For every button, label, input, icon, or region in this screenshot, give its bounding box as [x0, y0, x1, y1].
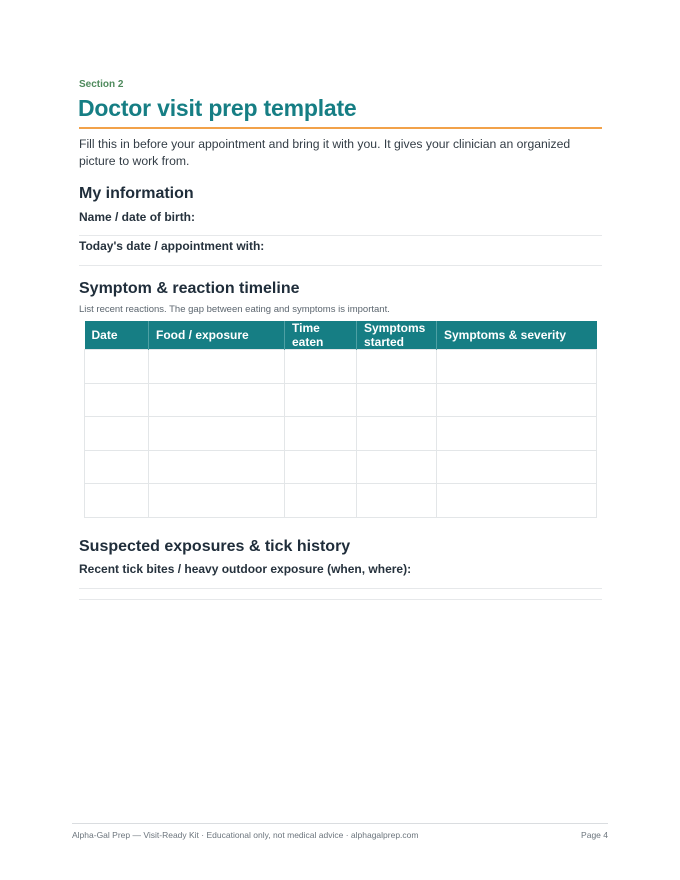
table-row: [85, 417, 597, 451]
table-cell[interactable]: [285, 350, 357, 384]
my-information-heading: My information: [79, 185, 194, 202]
column-header: Symptoms & severity: [437, 321, 597, 350]
table-cell[interactable]: [285, 450, 357, 484]
table-cell[interactable]: [149, 383, 285, 417]
intro-text: Fill this in before your appointment and bring it with you. It gives your clinician an organized picture to work from.: [79, 137, 571, 168]
table-cell[interactable]: [357, 450, 437, 484]
table-cell[interactable]: [149, 417, 285, 451]
table-cell[interactable]: [357, 350, 437, 384]
title-rule: [79, 127, 602, 129]
table-cell[interactable]: [437, 484, 597, 518]
table-cell[interactable]: [85, 350, 149, 384]
table-cell[interactable]: [85, 484, 149, 518]
date-appointment-label: Today's date / appointment with:: [79, 239, 265, 253]
tick-history-line-2[interactable]: [79, 599, 602, 600]
table-cell[interactable]: [285, 484, 357, 518]
table-cell[interactable]: [149, 450, 285, 484]
exposures-heading: Suspected exposures & tick history: [79, 538, 351, 555]
table-cell[interactable]: [357, 383, 437, 417]
tick-history-line-1[interactable]: [79, 588, 602, 589]
table-cell[interactable]: [285, 417, 357, 451]
timeline-heading: Symptom & reaction timeline: [79, 280, 300, 297]
table-cell[interactable]: [437, 350, 597, 384]
date-appointment-line[interactable]: [79, 265, 602, 266]
column-header: Symptoms started: [357, 321, 437, 350]
table-row: [85, 450, 597, 484]
table-cell[interactable]: [357, 417, 437, 451]
name-dob-label: Name / date of birth:: [79, 210, 196, 224]
footer-rule: [72, 823, 608, 824]
table-cell[interactable]: [85, 383, 149, 417]
table-row: [85, 484, 597, 518]
table-cell[interactable]: [437, 383, 597, 417]
page-number: Page 4: [581, 830, 608, 840]
table-cell[interactable]: [437, 417, 597, 451]
column-header: Date: [85, 321, 149, 350]
column-header: Time eaten: [285, 321, 357, 350]
table-cell[interactable]: [85, 450, 149, 484]
table-cell[interactable]: [357, 484, 437, 518]
timeline-table: [84, 321, 597, 518]
tick-history-label: Recent tick bites / heavy outdoor exposure (when, where):: [79, 562, 412, 576]
timeline-header-row: [85, 321, 597, 350]
table-cell[interactable]: [149, 350, 285, 384]
table-cell[interactable]: [149, 484, 285, 518]
table-cell[interactable]: [85, 417, 149, 451]
page-title: Doctor visit prep template: [78, 95, 357, 121]
table-row: [85, 350, 597, 384]
name-dob-line[interactable]: [79, 235, 602, 236]
table-cell[interactable]: [437, 450, 597, 484]
table-cell[interactable]: [285, 383, 357, 417]
timeline-note: List recent reactions. The gap between eating and symptoms is important.: [79, 304, 390, 315]
footer-text: Alpha-Gal Prep — Visit-Ready Kit · Educational only, not medical advice · alphagalprep.com: [72, 830, 419, 840]
column-header: Food / exposure: [149, 321, 285, 350]
table-row: [85, 383, 597, 417]
section-label: Section 2: [79, 79, 124, 90]
